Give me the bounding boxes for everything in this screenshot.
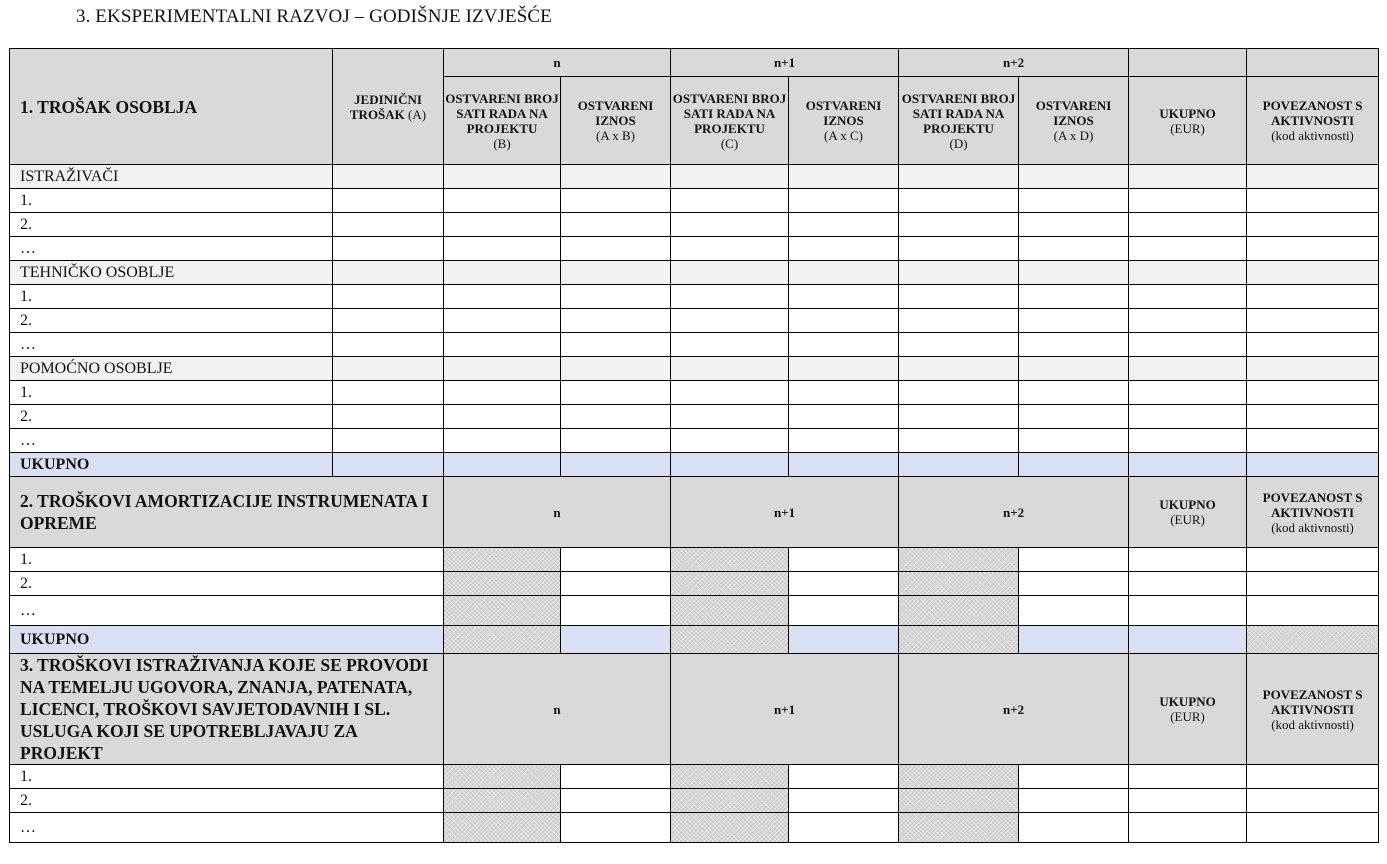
amount-code: (A x D): [1053, 128, 1094, 143]
table-row: [10, 261, 1379, 285]
unit-cost-suffix: (A): [408, 106, 427, 122]
data-cell[interactable]: [789, 165, 899, 189]
hatched-cell: [671, 548, 789, 572]
hatched-cell: [899, 626, 1019, 654]
row-label: …: [10, 813, 444, 843]
hatched-cell: [671, 596, 789, 626]
activity-link-header: [1247, 477, 1379, 548]
total-label: UKUPNO: [1159, 105, 1216, 121]
total-cell[interactable]: [1129, 626, 1247, 654]
amount-header: [789, 77, 899, 165]
amount-label: OSTVARENI IZNOS: [805, 98, 882, 128]
year-header: n+2: [899, 477, 1129, 548]
data-cell[interactable]: [789, 813, 899, 843]
amount-label: OSTVARENI IZNOS: [1035, 98, 1112, 128]
data-cell[interactable]: [333, 237, 444, 261]
data-cell[interactable]: [899, 429, 1019, 453]
amount-code: (A x C): [824, 128, 864, 143]
data-cell[interactable]: [444, 165, 561, 189]
data-cell[interactable]: [333, 429, 444, 453]
hours-header: [444, 77, 561, 165]
data-cell[interactable]: [1129, 285, 1247, 309]
total-cell[interactable]: [1129, 453, 1247, 477]
data-cell[interactable]: [444, 309, 561, 333]
total-cell[interactable]: [561, 626, 671, 654]
data-cell[interactable]: [899, 405, 1019, 429]
data-cell[interactable]: [789, 765, 899, 789]
row-label: …: [10, 333, 333, 357]
data-cell[interactable]: [1019, 405, 1129, 429]
data-cell[interactable]: [1129, 596, 1247, 626]
data-cell[interactable]: [1247, 548, 1379, 572]
total-cell[interactable]: [789, 453, 899, 477]
amount-header: [1019, 77, 1129, 165]
data-cell[interactable]: [333, 213, 444, 237]
amount-header: [561, 77, 671, 165]
data-cell[interactable]: [444, 381, 561, 405]
data-cell[interactable]: [1129, 309, 1247, 333]
data-cell[interactable]: [671, 165, 789, 189]
row-label: …: [10, 596, 444, 626]
data-cell[interactable]: [1247, 405, 1379, 429]
data-cell[interactable]: [671, 261, 789, 285]
hours-label: OSTVARENI BROJ SATI RADA NA PROJEKTU: [445, 90, 559, 136]
blank-header: [1247, 49, 1379, 77]
hatched-cell: [444, 813, 561, 843]
row-label: 2.: [10, 572, 444, 596]
data-cell[interactable]: [899, 309, 1019, 333]
year-header: n+1: [671, 654, 899, 765]
data-cell[interactable]: [333, 405, 444, 429]
data-cell[interactable]: [1129, 429, 1247, 453]
data-cell[interactable]: [1247, 285, 1379, 309]
row-label: 2.: [10, 213, 333, 237]
activity-code-label: (kod aktivnosti): [1271, 716, 1354, 732]
table-row: [10, 381, 1379, 405]
data-cell[interactable]: [789, 405, 899, 429]
data-cell[interactable]: [899, 165, 1019, 189]
section2-title: 2. TROŠKOVI AMORTIZACIJE INSTRUMENATA I OPREME: [10, 477, 444, 548]
hours-label: OSTVARENI BROJ SATI RADA NA PROJEKTU: [672, 90, 787, 136]
data-cell[interactable]: [561, 333, 671, 357]
data-cell[interactable]: [1019, 572, 1129, 596]
data-cell[interactable]: [561, 189, 671, 213]
data-cell[interactable]: [899, 189, 1019, 213]
data-cell[interactable]: [671, 429, 789, 453]
data-cell[interactable]: [444, 189, 561, 213]
hatched-cell: [899, 548, 1019, 572]
data-cell[interactable]: [1019, 789, 1129, 813]
data-cell[interactable]: [1019, 813, 1129, 843]
data-cell[interactable]: [1247, 813, 1379, 843]
data-cell[interactable]: [1019, 261, 1129, 285]
section3-title: 3. TROŠKOVI ISTRAŽIVANJA KOJE SE PROVODI NA TEMELJU UGOVORA, ZNANJA, PATENATA, LICENCI, TROŠKOVI SAVJETODAVNIH I SL. USLUGA KOJI SE UPOTREBLJAVAJU ZA PROJEKT: [10, 654, 444, 765]
data-cell[interactable]: [1247, 765, 1379, 789]
activity-link-label: POVEZANOST S AKTIVNOSTI: [1262, 98, 1363, 128]
data-cell[interactable]: [561, 381, 671, 405]
data-cell[interactable]: [561, 405, 671, 429]
data-cell[interactable]: [789, 789, 899, 813]
data-cell[interactable]: [444, 261, 561, 285]
data-cell[interactable]: [899, 213, 1019, 237]
data-cell[interactable]: [561, 285, 671, 309]
data-cell[interactable]: [444, 429, 561, 453]
row-label: …: [10, 237, 333, 261]
data-cell[interactable]: [1019, 309, 1129, 333]
data-cell[interactable]: [1129, 548, 1247, 572]
row-label: 1.: [10, 381, 333, 405]
activity-link-label: POVEZANOST S AKTIVNOSTI: [1262, 489, 1363, 520]
table-row: [10, 789, 1379, 813]
data-cell[interactable]: [444, 285, 561, 309]
data-cell[interactable]: [561, 548, 671, 572]
total-cell[interactable]: [561, 453, 671, 477]
data-cell[interactable]: [789, 189, 899, 213]
hatched-cell: [444, 596, 561, 626]
data-cell[interactable]: [789, 381, 899, 405]
hatched-cell: [444, 572, 561, 596]
data-cell[interactable]: [561, 261, 671, 285]
activity-link-header: [1247, 654, 1379, 765]
group-label: TEHNIČKO OSOBLJE: [10, 261, 333, 285]
data-cell[interactable]: [1019, 333, 1129, 357]
data-cell[interactable]: [444, 357, 561, 381]
data-cell[interactable]: [333, 165, 444, 189]
data-cell[interactable]: [1129, 405, 1247, 429]
data-cell[interactable]: [1019, 357, 1129, 381]
data-cell[interactable]: [1019, 189, 1129, 213]
data-cell[interactable]: [789, 237, 899, 261]
total-cell[interactable]: [1247, 453, 1379, 477]
data-cell[interactable]: [671, 381, 789, 405]
total-cell[interactable]: [1019, 626, 1129, 654]
data-cell[interactable]: [1247, 165, 1379, 189]
data-cell[interactable]: [333, 357, 444, 381]
data-cell[interactable]: [561, 357, 671, 381]
hatched-cell: [1247, 626, 1379, 654]
data-cell[interactable]: [671, 285, 789, 309]
data-cell[interactable]: [671, 357, 789, 381]
total-row-label: UKUPNO: [10, 453, 333, 477]
total-row-label: UKUPNO: [10, 626, 444, 654]
data-cell[interactable]: [561, 165, 671, 189]
data-cell[interactable]: [561, 596, 671, 626]
data-cell[interactable]: [1129, 765, 1247, 789]
data-cell[interactable]: [333, 381, 444, 405]
year-header: n+1: [671, 49, 899, 77]
data-cell[interactable]: [1247, 572, 1379, 596]
data-cell[interactable]: [444, 405, 561, 429]
group-label: POMOĆNO OSOBLJE: [10, 357, 333, 381]
hatched-cell: [671, 789, 789, 813]
data-cell[interactable]: [671, 189, 789, 213]
row-label: 2.: [10, 789, 444, 813]
total-label: UKUPNO: [1159, 694, 1216, 709]
data-cell[interactable]: [671, 309, 789, 333]
section-1-title: 1. TROŠAK OSOBLJA: [10, 49, 333, 165]
data-cell[interactable]: [1019, 213, 1129, 237]
data-cell[interactable]: [671, 213, 789, 237]
row-label: …: [10, 429, 333, 453]
data-cell[interactable]: [561, 765, 671, 789]
data-cell[interactable]: [333, 309, 444, 333]
hatched-cell: [899, 765, 1019, 789]
hatched-cell: [899, 813, 1019, 843]
data-cell[interactable]: [789, 309, 899, 333]
table-row: [10, 213, 1379, 237]
data-cell[interactable]: [1129, 189, 1247, 213]
data-cell[interactable]: [899, 261, 1019, 285]
data-cell[interactable]: [1247, 357, 1379, 381]
hours-label: OSTVARENI BROJ SATI RADA NA PROJEKTU: [901, 90, 1016, 136]
hatched-cell: [671, 813, 789, 843]
hatched-cell: [671, 572, 789, 596]
activity-code-label: (kod aktivnosti): [1271, 519, 1354, 535]
data-cell[interactable]: [1019, 237, 1129, 261]
data-cell[interactable]: [899, 237, 1019, 261]
row-label: 2.: [10, 405, 333, 429]
data-cell[interactable]: [789, 548, 899, 572]
data-cell[interactable]: [561, 237, 671, 261]
total-cell[interactable]: [899, 453, 1019, 477]
amount-label: OSTVARENI IZNOS: [577, 98, 654, 128]
data-cell[interactable]: [561, 429, 671, 453]
data-cell[interactable]: [671, 333, 789, 357]
row-label: 2.: [10, 309, 333, 333]
data-cell[interactable]: [899, 285, 1019, 309]
year-header: n: [444, 477, 671, 548]
data-cell[interactable]: [333, 261, 444, 285]
hatched-cell: [444, 626, 561, 654]
total-unit: (EUR): [1170, 709, 1205, 724]
table-row: [10, 237, 1379, 261]
group-label: ISTRAŽIVAČI: [10, 165, 333, 189]
table-row: [10, 596, 1379, 626]
total-eur-header: [1129, 477, 1247, 548]
data-cell[interactable]: [899, 357, 1019, 381]
activity-link-label: POVEZANOST S AKTIVNOSTI: [1262, 686, 1363, 717]
table-row: [10, 572, 1379, 596]
table-row: [10, 813, 1379, 843]
data-cell[interactable]: [1247, 189, 1379, 213]
table-row: [10, 548, 1379, 572]
table-row: [10, 453, 1379, 477]
hatched-cell: [444, 789, 561, 813]
total-cell[interactable]: [444, 453, 561, 477]
total-cell[interactable]: [333, 453, 444, 477]
data-cell[interactable]: [1019, 429, 1129, 453]
total-cell[interactable]: [1019, 453, 1129, 477]
data-cell[interactable]: [561, 213, 671, 237]
data-cell[interactable]: [671, 405, 789, 429]
data-cell[interactable]: [333, 333, 444, 357]
data-cell[interactable]: [1129, 813, 1247, 843]
data-cell[interactable]: [1129, 572, 1247, 596]
data-cell[interactable]: [1129, 165, 1247, 189]
hours-code: (B): [493, 135, 511, 151]
data-cell[interactable]: [1019, 596, 1129, 626]
hatched-cell: [671, 626, 789, 654]
activity-code-label: (kod aktivnosti): [1271, 128, 1354, 143]
data-cell[interactable]: [899, 333, 1019, 357]
unit-cost-label: JEDINIČNI TROŠAK: [349, 91, 422, 122]
table-row: [10, 309, 1379, 333]
data-cell[interactable]: [561, 813, 671, 843]
hours-code: (D): [949, 135, 968, 151]
data-cell[interactable]: [444, 237, 561, 261]
data-cell[interactable]: [1247, 309, 1379, 333]
total-cell[interactable]: [789, 626, 899, 654]
hours-code: (C): [720, 135, 739, 151]
table-row: [10, 189, 1379, 213]
data-cell[interactable]: [1019, 165, 1129, 189]
table-row: [10, 405, 1379, 429]
data-cell[interactable]: [1247, 381, 1379, 405]
activity-link-header: [1247, 77, 1379, 165]
data-cell[interactable]: [1247, 429, 1379, 453]
data-cell[interactable]: [1129, 789, 1247, 813]
data-cell[interactable]: [789, 213, 899, 237]
blank-header: [1129, 49, 1247, 77]
total-cell[interactable]: [671, 453, 789, 477]
data-cell[interactable]: [1019, 765, 1129, 789]
table-row: [10, 165, 1379, 189]
data-cell[interactable]: [333, 285, 444, 309]
row-label: 1.: [10, 548, 444, 572]
hatched-cell: [899, 789, 1019, 813]
data-cell[interactable]: [1019, 548, 1129, 572]
unit-cost-header: [333, 49, 444, 165]
table-row: [10, 654, 1379, 765]
report-table: [9, 48, 1379, 843]
year-header: n: [444, 49, 671, 77]
data-cell[interactable]: [444, 213, 561, 237]
page-title: 3. EKSPERIMENTALNI RAZVOJ – GODIŠNJE IZVJEŠĆE: [76, 6, 552, 27]
year-header: n+2: [899, 49, 1129, 77]
data-cell[interactable]: [789, 285, 899, 309]
data-cell[interactable]: [1247, 789, 1379, 813]
hatched-cell: [444, 765, 561, 789]
data-cell[interactable]: [789, 333, 899, 357]
table-row: [10, 49, 1379, 77]
hatched-cell: [671, 765, 789, 789]
data-cell[interactable]: [1247, 261, 1379, 285]
data-cell[interactable]: [1247, 596, 1379, 626]
total-label: UKUPNO: [1159, 497, 1216, 512]
table-row: [10, 285, 1379, 309]
table-row: [10, 429, 1379, 453]
data-cell[interactable]: [899, 381, 1019, 405]
amount-code: (A x B): [596, 128, 635, 143]
hatched-cell: [899, 572, 1019, 596]
data-cell[interactable]: [561, 572, 671, 596]
data-cell[interactable]: [789, 572, 899, 596]
data-cell[interactable]: [561, 789, 671, 813]
data-cell[interactable]: [1247, 237, 1379, 261]
row-label: 1.: [10, 189, 333, 213]
data-cell[interactable]: [1129, 213, 1247, 237]
data-cell[interactable]: [1129, 357, 1247, 381]
data-cell[interactable]: [444, 333, 561, 357]
total-eur-header: [1129, 654, 1247, 765]
data-cell[interactable]: [1129, 261, 1247, 285]
total-eur-header: [1129, 77, 1247, 165]
total-unit: (EUR): [1170, 512, 1205, 527]
table-row: [10, 357, 1379, 381]
data-cell[interactable]: [1129, 333, 1247, 357]
table-row: [10, 765, 1379, 789]
data-cell[interactable]: [789, 596, 899, 626]
year-header: n+2: [899, 654, 1129, 765]
data-cell[interactable]: [789, 357, 899, 381]
row-label: 1.: [10, 285, 333, 309]
data-cell[interactable]: [1247, 213, 1379, 237]
table-row: [10, 626, 1379, 654]
hatched-cell: [899, 596, 1019, 626]
data-cell[interactable]: [1019, 285, 1129, 309]
data-cell[interactable]: [789, 429, 899, 453]
data-cell[interactable]: [671, 237, 789, 261]
data-cell[interactable]: [1129, 237, 1247, 261]
hours-header: [671, 77, 789, 165]
total-unit: (EUR): [1170, 120, 1205, 136]
table-row: [10, 333, 1379, 357]
hours-header: [899, 77, 1019, 165]
year-header: n+1: [671, 477, 899, 548]
data-cell[interactable]: [789, 261, 899, 285]
table-row: [10, 477, 1379, 548]
row-label: 1.: [10, 765, 444, 789]
year-header: n: [444, 654, 671, 765]
data-cell[interactable]: [1129, 381, 1247, 405]
data-cell[interactable]: [561, 309, 671, 333]
data-cell[interactable]: [333, 189, 444, 213]
data-cell[interactable]: [1019, 381, 1129, 405]
hatched-cell: [444, 548, 561, 572]
data-cell[interactable]: [1247, 333, 1379, 357]
